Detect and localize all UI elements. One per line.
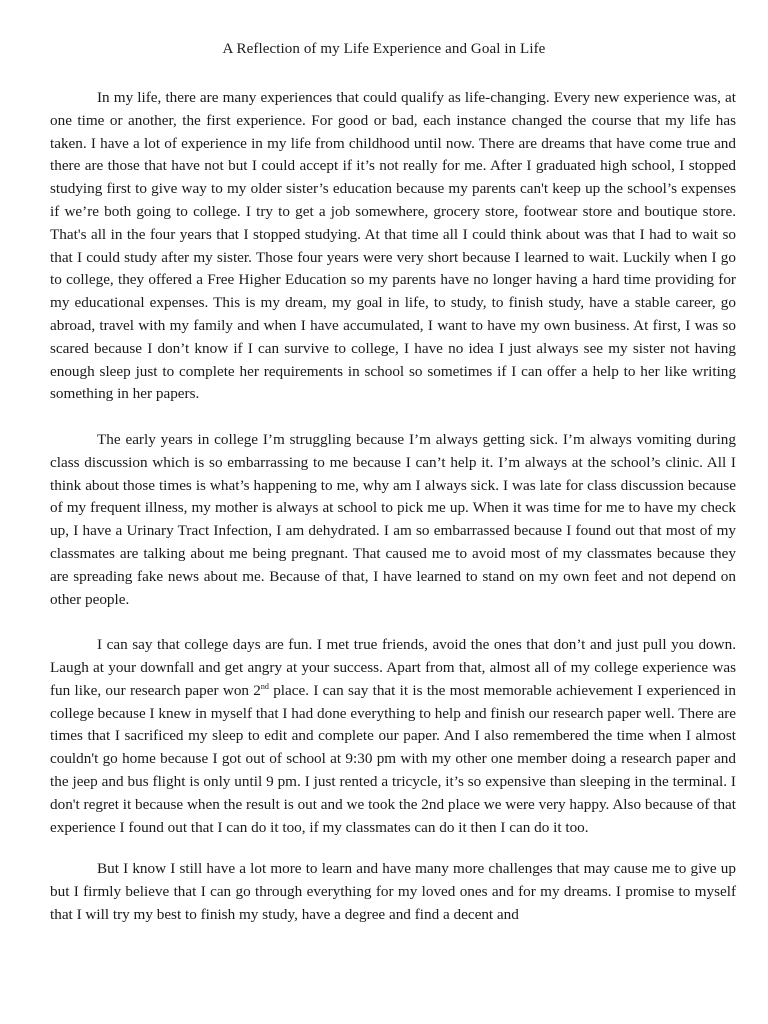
paragraph-2: The early years in college I’m struggling because I’m always getting sick. I’m always vomiting during class discussion which is so embarrassing to me because I can’t help it. I’m always at the school’s clinic. All I think about those times is what’s happening to me, why am I always sick. I was late for class discussion because of my frequent illness, my mother is always at school to pick me up. When it was time for me to have my check up, I have a Urinary Tract Infection, I am dehydrated. I am so embarrassed because I found out that most of my classmates are talking about me being pregnant. That caused me to avoid most of my classmates because they are spreading fake news about me. Because of that, I have learned to stand on my own feet and not depend on other people. <box>50 430 736 608</box>
paragraph-3-text-start: I can say that college days are fun. I met true friends, avoid the ones that don’t and just pull you down. Laugh at your downfall and get angry at your success. Apart from that, almost all of my college experience was fun like, our research paper won 2 <box>50 636 736 699</box>
document-title: A Reflection of my Life Experience and Goal in Life <box>222 41 546 57</box>
paragraph-4: But I know I still have a lot more to learn and have many more challenges that may cause me to give up but I firmly believe that I can go through everything for my loved ones and for my dreams. I promise to myself that I will try my best to finish my study, have a degree and find a decent and <box>50 860 736 923</box>
paragraph-3-text-end: place. I can say that it is the most memorable achievement I experienced in college because I knew in myself that I had done everything to help and finish our research paper well. There are times that I sacrificed my sleep to edit and complete our paper. And I also remembered the time when I almost couldn't go home because I got out of school at 9:30 pm with my other one member doing a research paper and the jeep and bus flight is only until 9 pm. I just rented a tricycle, it’s so expensive than sleeping in the terminal. I don't regret it because when the result is out and we took the 2nd place we were very happy. Also because of that experience I found out that I can do it too, if my classmates can do it then I can do it too. <box>50 681 736 836</box>
paragraph-3 <box>50 634 736 839</box>
document-body <box>50 87 736 949</box>
paragraph-1: In my life, there are many experiences that could qualify as life-changing. Every new experience was, at one time or another, the first experience. For good or bad, each instance changed the course that my life has taken. I have a lot of experience in my life from childhood until now. There are dreams that have come true and there are those that have not but I could accept if it’s not really for me. After I graduated high school, I stopped studying first to give way to my older sister’s education because my parents can't keep up the school’s expenses if we’re both going to college. I try to get a job somewhere, grocery store, footwear store and boutique store. That's all in the four years that I stopped studying. At that time all I could think about was that I had to wait so that I could study after my sister. Those four years were very short because I learned to wait. Luckily when I go to college, they offered a Free Higher Education so my parents have no longer having a hard time providing for my educational expenses. This is my dream, my goal in life, to study, to finish study, have a stable career, go abroad, travel with my family and when I have accumulated, I want to have my own business. At first, I was so scared because I don’t know if I can survive to college, I have no idea I just always see my sister not having enough sleep just to complete her requirements in school so sometimes if I can offer a help to her like writing something in her papers. <box>50 89 736 403</box>
ordinal-superscript: nd <box>260 681 269 691</box>
